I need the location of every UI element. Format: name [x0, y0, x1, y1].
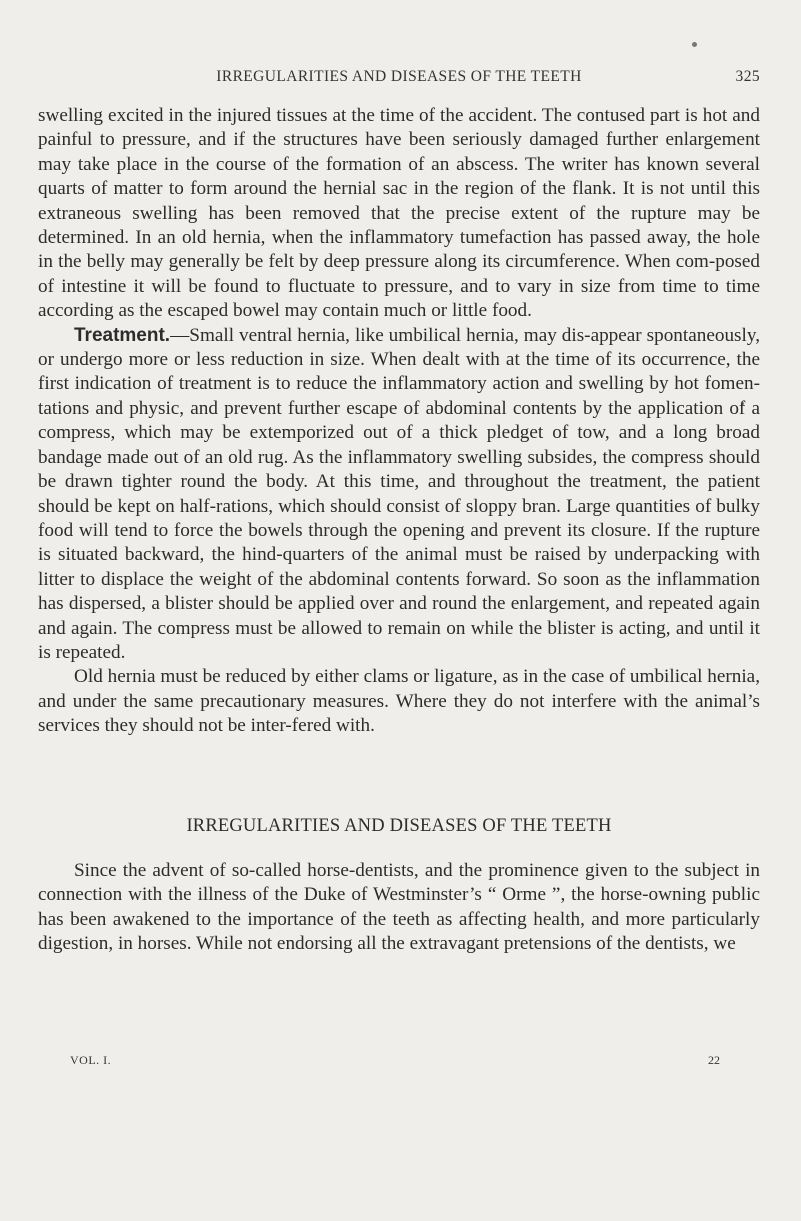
- paragraph-swelling: swelling excited in the injured tissues at the time of the accident. The contused part is hot and painful to pressure, and if the structures have been seriously damaged further enlargement may take place in the course of the formation of an abscess. The writer has known several quarts of matter to form around the hernial sac in the region of the flank. It is not until this extraneous swelling has been removed that the precise extent of the rupture may be determined. In an old hernia, when the inflammatory tumefaction has passed away, the hole in the belly may generally be felt by deep pressure along its circumference. When com-posed of intestine it will be found to fluctuate to pressure, and to vary in size from time to time according as the escaped bowel may contain much or little food.: [38, 105, 760, 322]
- running-head-title: IRREGULARITIES AND DISEASES OF THE TEETH: [216, 68, 582, 85]
- treatment-heading: Treatment.: [74, 324, 171, 346]
- page-number: 325: [735, 68, 760, 85]
- signature-mark: 22: [708, 1053, 720, 1067]
- section-heading: IRREGULARITIES AND DISEASES OF THE TEETH: [186, 816, 612, 836]
- body-text: [38, 104, 760, 739]
- paragraph-old-hernia: Old hernia must be reduced by either clams or ligature, as in the case of umbilical hernia, and under the same precautionary measures. Where they do not interfere with the animal’s services they should not be inter-fered with.: [38, 666, 760, 737]
- volume-mark: VOL. I.: [70, 1053, 112, 1067]
- section-text: [38, 859, 760, 957]
- running-head: [38, 68, 760, 92]
- paragraph-teeth-intro: Since the advent of so-called horse-dentists, and the prominence given to the subject in connection with the illness of the Duke of Westminster’s “ Orme ”, the horse-owning public has been awakened to the importance of the teeth as affecting health, and more particularly digestion, in horses. While not endorsing all the extravagant pretensions of the dentists, we: [38, 860, 760, 955]
- treatment-text: —Small ventral hernia, like umbilical hernia, may dis-appear spontaneously, or undergo more or less reduction in size. When dealt with at the time of its occurrence, the first indication of treatment is to reduce the inflammatory action and swelling by hot fomen-tations and physic, and prevent further escape of abdominal contents by the application of a compress, which may be extemporized out of a thick pledget of tow, and a long broad bandage made out of an old rug. As the inflammatory swelling subsides, the compress should be drawn tighter round the body. At this time, and throughout the treatment, the patient should be kept on half-rations, which should consist of sloppy bran. Large quantities of bulky food will tend to force the bowels through the opening and prevent its closure. If the rupture is situated backward, the hind-quarters of the animal must be raised by underpacking with litter to displace the weight of the abdominal contents forward. So soon as the inflammation has dispersed, a blister should be applied over and round the enlargement, and repeated again and again. The compress must be allowed to remain on while the blister is acting, and until it is repeated.: [38, 324, 760, 663]
- paragraph-treatment: [38, 324, 760, 666]
- page-footer: [70, 1053, 720, 1071]
- page-speck: [692, 42, 697, 47]
